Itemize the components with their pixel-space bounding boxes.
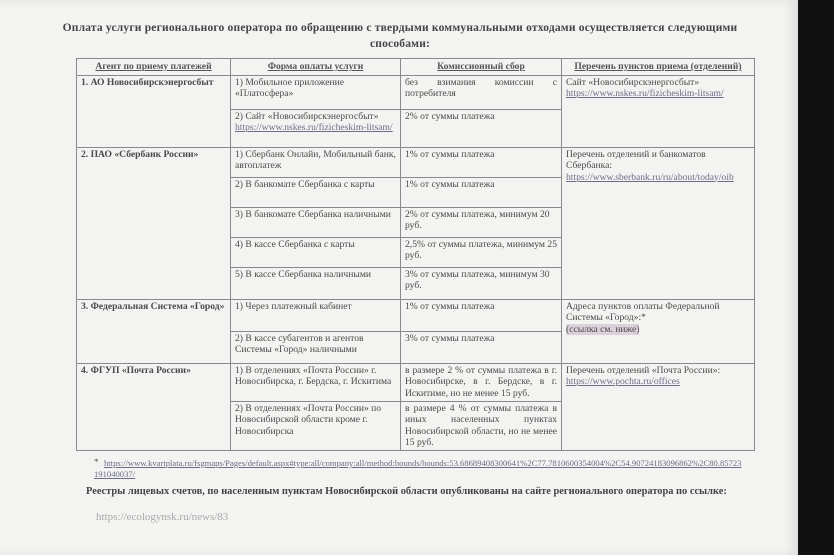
points-text: Перечень отделений и банкоматов Сбербанка:	[566, 148, 706, 171]
form-cell: 1) В отделениях «Почта России» г. Новосибирска, г. Бердска, г. Искитима	[231, 363, 401, 401]
fee-cell: 1% от суммы платежа	[401, 299, 562, 331]
sberbank-link[interactable]: https://www.sberbank.ru/ru/about/today/oib	[566, 171, 734, 183]
points-cell	[562, 363, 755, 450]
form-cell: 2) В банкомате Сбербанка с карты	[231, 177, 401, 207]
form-cell: 2) В отделениях «Почта России» по Новосибирской области кроме г. Новосибирска	[231, 401, 401, 450]
fee-cell: 1% от суммы платежа	[401, 147, 562, 177]
points-cell	[562, 147, 755, 299]
points-cell	[562, 75, 755, 147]
form-cell: 1) Мобильное приложение «Платосфера»	[231, 75, 401, 109]
table-row	[77, 363, 755, 401]
form-cell: 1) Через платежный кабинет	[231, 299, 401, 331]
fee-cell: в размере 4 % от суммы платежа в иных населенных пунктах Новосибирской области, но не менее 15 руб.	[401, 401, 562, 450]
header-agent: Агент по приему платежей	[77, 59, 231, 76]
nskes-form-link[interactable]: https://www.nskes.ru/fizicheskim-litsam/	[235, 122, 393, 133]
header-points: Перечень пунктов приема (отделений)	[562, 59, 755, 76]
agent-pochta: 4. ФГУП «Почта России»	[77, 363, 231, 450]
table-row	[77, 75, 755, 109]
form-cell: 2) В кассе субагентов и агентов Системы «Город» наличными	[231, 331, 401, 363]
points-text: Сайт «Новосибирскэнергосбыт»	[566, 76, 700, 88]
form-cell: 5) В кассе Сбербанка наличными	[231, 267, 401, 299]
points-text: Перечень отделений «Почта России»:	[566, 364, 721, 376]
header-form: Форма оплаты услуги	[231, 59, 401, 76]
fee-cell: 2,5% от суммы платежа, минимум 25 руб.	[401, 237, 562, 267]
fee-cell: 1% от суммы платежа	[401, 177, 562, 207]
payment-methods-table	[76, 58, 755, 451]
fee-cell: 3% от суммы платежа	[401, 331, 562, 363]
fee-cell: без взимания комиссии с потребителя	[401, 75, 562, 109]
header-fee: Комиссионный сбор	[401, 59, 562, 76]
form-cell: 3) В банкомате Сбербанка наличными	[231, 207, 401, 237]
points-note: (ссылка см. ниже)	[566, 323, 640, 335]
table-header-row	[77, 59, 755, 76]
fee-cell: 2% от суммы платежа	[401, 109, 562, 147]
agent-sberbank: 2. ПАО «Сбербанк России»	[77, 147, 231, 299]
table-row	[77, 147, 755, 177]
form-text: 2) Сайт «Новосибирскэнергосбыт»	[235, 110, 379, 122]
form-cell: 4) В кассе Сбербанка с карты	[231, 237, 401, 267]
nskes-link[interactable]: https://www.nskes.ru/fizicheskim-litsam/	[566, 88, 724, 99]
fee-cell: в размере 2 % от суммы платежа в г. Новосибирске, в г. Бердске, в г. Искитиме, но не менее 15 руб.	[401, 363, 562, 401]
table-row	[77, 299, 755, 331]
form-cell	[231, 109, 401, 147]
registry-link[interactable]: https://ecologynsk.ru/news/83	[96, 511, 229, 523]
fee-cell: 2% от суммы платежа, минимум 20 руб.	[401, 207, 562, 237]
form-cell: 1) Сбербанк Онлайн, Мобильный банк, автоплатеж	[231, 147, 401, 177]
agent-nskes: 1. АО Новосибирскэнергосбыт	[77, 75, 231, 147]
footnote-star: *	[94, 457, 99, 467]
fee-cell: 3% от суммы платежа, минимум 30 руб.	[401, 267, 562, 299]
points-cell	[562, 299, 755, 363]
page-title: Оплата услуги регионального оператора по обращению с твердыми коммунальными отходами осуществляется следующими способами:	[62, 22, 738, 50]
registry-text: Реестры лицевых счетов, по населенным пунктам Новосибирской области опубликованы на сайте регионального оператора по ссылке:	[86, 486, 727, 497]
points-text: Адреса пунктов оплаты Федеральной Системы «Город»:*	[566, 300, 720, 323]
scan-edge	[798, 0, 834, 555]
agent-gorod: 3. Федеральная Система «Город»	[77, 299, 231, 363]
pochta-link[interactable]: https://www.pochta.ru/offices	[566, 376, 680, 387]
footnote-link[interactable]: https://www.kvartplata.ru/fsgmaps/Pages/default.aspx#type:all/company:all/method:bounds/bounds:53.68689408300641%2C77.7810600354004%2C54.90724183096862%2C80.85723191040037/	[94, 458, 742, 479]
